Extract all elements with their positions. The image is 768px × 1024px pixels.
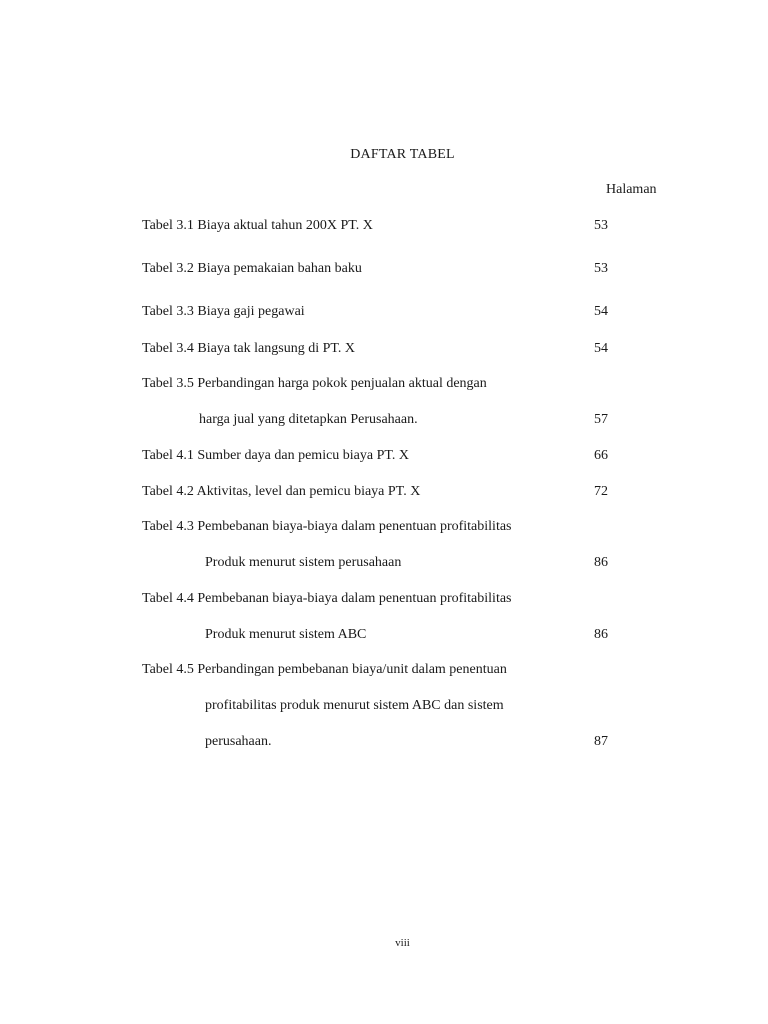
toc-entry-4-4-cont: Produk menurut sistem ABC (205, 627, 367, 642)
toc-entry-4-2: Tabel 4.2 Aktivitas, level dan pemicu biaya PT. X (142, 484, 421, 499)
toc-page-4-5: 87 (594, 734, 608, 749)
toc-entry-4-3-cont: Produk menurut sistem perusahaan (205, 555, 402, 570)
toc-entry-3-5: Tabel 3.5 Perbandingan harga pokok penjualan aktual dengan (142, 376, 487, 391)
toc-page-3-3: 54 (594, 304, 608, 319)
toc-entry-3-2: Tabel 3.2 Biaya pemakaian bahan baku (142, 261, 362, 276)
toc-entry-4-3: Tabel 4.3 Pembebanan biaya-biaya dalam penentuan profitabilitas (142, 519, 512, 534)
toc-entry-3-5-cont: harga jual yang ditetapkan Perusahaan. (199, 412, 418, 427)
toc-page-3-5: 57 (594, 412, 608, 427)
toc-page-4-3: 86 (594, 555, 608, 570)
toc-entry-3-3: Tabel 3.3 Biaya gaji pegawai (142, 304, 305, 319)
toc-page-4-1: 66 (594, 448, 608, 463)
toc-entry-4-5-cont: profitabilitas produk menurut sistem ABC dan sistem (205, 698, 504, 713)
footer-page-number: viii (395, 937, 410, 949)
toc-entry-3-1: Tabel 3.1 Biaya aktual tahun 200X PT. X (142, 218, 373, 233)
toc-page-3-4: 54 (594, 341, 608, 356)
toc-entry-4-4: Tabel 4.4 Pembebanan biaya-biaya dalam penentuan profitabilitas (142, 591, 512, 606)
toc-page-4-4: 86 (594, 627, 608, 642)
page-column-header: Halaman (606, 182, 657, 197)
toc-entry-3-4: Tabel 3.4 Biaya tak langsung di PT. X (142, 341, 356, 356)
toc-page-3-2: 53 (594, 261, 608, 276)
page-title: DAFTAR TABEL (350, 147, 455, 162)
toc-entry-4-1: Tabel 4.1 Sumber daya dan pemicu biaya PT. X (142, 448, 410, 463)
toc-page-4-2: 72 (594, 484, 608, 499)
toc-page-3-1: 53 (594, 218, 608, 233)
toc-entry-4-5-cont-2: perusahaan. (205, 734, 272, 749)
toc-entry-4-5: Tabel 4.5 Perbandingan pembebanan biaya/unit dalam penentuan (142, 662, 507, 677)
